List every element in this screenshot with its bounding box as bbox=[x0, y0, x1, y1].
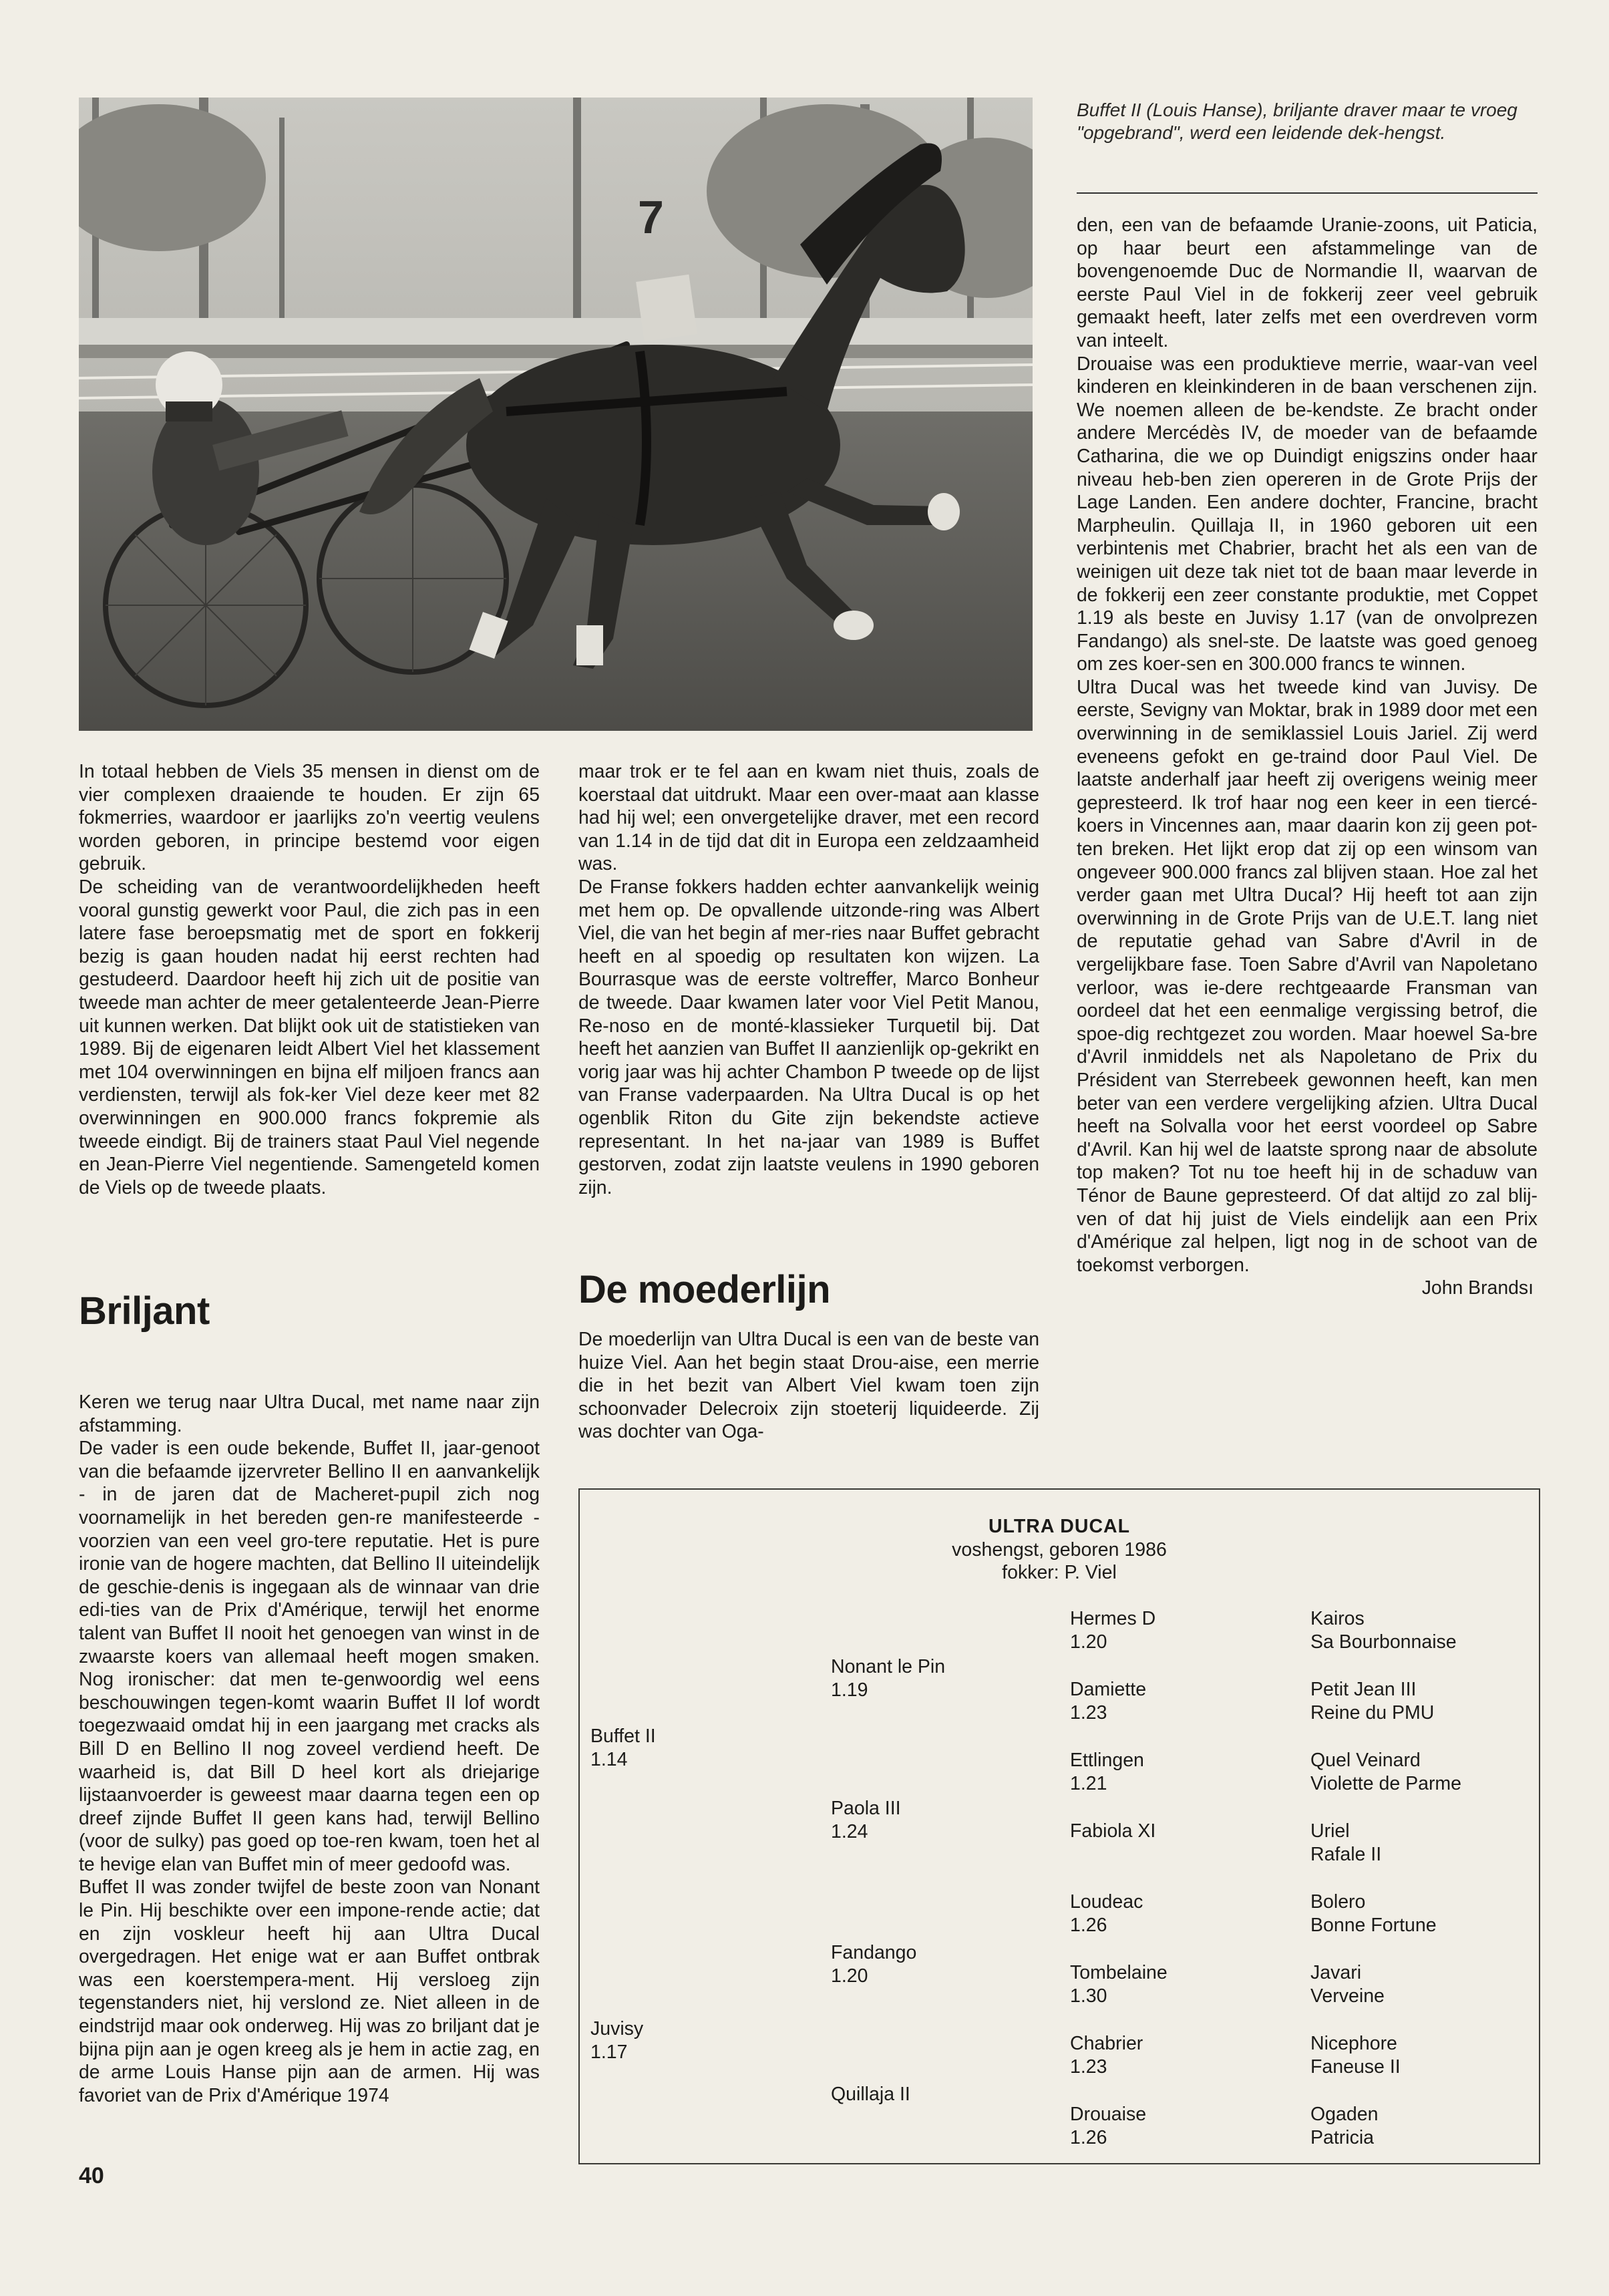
pedigree-grandparent bbox=[831, 2083, 910, 2106]
photo-caption: Buffet II (Louis Hanse), briljante draver maar te vroeg "opgebrand", werd een leidende dek-hengst. bbox=[1077, 100, 1517, 143]
page-number: 40 bbox=[79, 2163, 104, 2188]
grandparent-name: Nonant le Pin bbox=[831, 1656, 946, 1677]
pedigree-great-grandparent bbox=[1070, 1749, 1144, 1795]
horse-photo bbox=[79, 98, 1033, 731]
ancestor-name: Faneuse II bbox=[1310, 2056, 1401, 2078]
grandparent-name: Fandango bbox=[831, 1942, 917, 1963]
dam-name: Juvisy bbox=[590, 2018, 644, 2039]
ancestor-name: Fabiola XI bbox=[1070, 1820, 1156, 1842]
pedigree-sire bbox=[590, 1725, 656, 1771]
pedigree-grandparent bbox=[831, 1655, 945, 1701]
ancestor-name: Chabrier bbox=[1070, 2033, 1143, 2054]
ancestor-name: Hermes D bbox=[1070, 1608, 1156, 1629]
ancestor-name: Ogaden bbox=[1310, 2104, 1379, 2125]
saddle-number: 7 bbox=[638, 191, 664, 243]
article-column-1-bottom bbox=[79, 1391, 540, 2107]
ancestor-name: Patricia bbox=[1310, 2126, 1375, 2148]
paragraph: De Franse fokkers hadden echter aanvankelijk weinig met hem op. De opvallende uitzonde-ring was Albert Viel, die van het begin af mer-ries naar Buffet gebracht heeft en al spoedig op resultaten kon wijzen. La Bourrasque was de eerste voltreffer, Marco Bonheur de tweede. Daar kwamen later voor Viel Petit Manou, Re-noso en de monté-klassieker Turquetil bij. Dat heeft het aanzien van Buffet II aanzienlijk op-gekrikt en vorig jaar was hij achter Chambon P tweede op de lijst van Franse vaderpaarden. Na Ultra Ducal is op het ogenblik Riton du Gite zijn bekendste actieve representant. In het na-jaar van 1989 is Buffet gestorven, zodat zijn laatste veulens in 1990 geboren zijn. bbox=[578, 876, 1039, 1198]
pedigree-great-grandparent bbox=[1070, 1678, 1146, 1724]
paragraph: Buffet II was zonder twijfel de beste zoon van Nonant le Pin. Hij beschikte over een impone-rende actie; dat en zijn voskleur heeft hij aan Ultra Ducal overgedragen. Het enige wat er aan Buffet ontbrak was een koerstempera-ment. Hij versloeg zijn tegenstanders niet, hij verslond ze. Niet alleen in de eindstrijd maar ook onderweg. Hij was zo briljant dat je bijna pijn aan je ogen kreeg als je hem in actie zag, en de arme Louis Hanse pijn aan de armen. Hij was favoriet van de Prix d'Amérique 1974 bbox=[79, 1876, 540, 2106]
sire-name: Buffet II bbox=[590, 1726, 656, 1747]
pedigree-4th-generation bbox=[1310, 2103, 1378, 2149]
grandparent-name: Quillaja II bbox=[831, 2084, 910, 2105]
breeder: fokker: P. Viel bbox=[1002, 1562, 1117, 1583]
ancestor-name: Tombelaine bbox=[1070, 1962, 1168, 1983]
pedigree-grandparent bbox=[831, 1941, 916, 1987]
grandparent-record: 1.24 bbox=[831, 1820, 868, 1842]
sire-record: 1.14 bbox=[590, 1748, 628, 1770]
ancestor-record: 1.20 bbox=[1070, 1631, 1107, 1653]
ancestor-record: 1.26 bbox=[1070, 2126, 1107, 2148]
ancestor-name: Ettlingen bbox=[1070, 1750, 1144, 1771]
horse-sulky-illustration bbox=[79, 98, 1033, 731]
article-column-2-bottom bbox=[578, 1328, 1039, 1444]
article-column-2-top bbox=[578, 760, 1039, 1199]
ancestor-name: Bonne Fortune bbox=[1310, 1914, 1437, 1936]
pedigree-header bbox=[580, 1515, 1539, 1585]
paragraph: maar trok er te fel aan en kwam niet thuis, zoals de koerstaal dat uitdrukt. Maar een over-maat aan klasse had hij wel; een onvergetelijke draver, met een record van 1.14 in de tijd dat dit in Europa een zeldzaamheid was. bbox=[578, 761, 1039, 875]
pedigree-4th-generation bbox=[1310, 1749, 1461, 1795]
pedigree-table bbox=[578, 1488, 1540, 2164]
ancestor-name: Rafale II bbox=[1310, 1843, 1382, 1865]
article-column-1-top bbox=[79, 760, 540, 1199]
article-column-3 bbox=[1077, 214, 1538, 1300]
pedigree-4th-generation bbox=[1310, 1607, 1457, 1653]
ancestor-name: Javari bbox=[1310, 1962, 1362, 1983]
section-heading-briljant: Briljant bbox=[79, 1289, 210, 1333]
ancestor-name: Kairos bbox=[1310, 1608, 1365, 1629]
horse-description: voshengst, geboren 1986 bbox=[952, 1538, 1167, 1561]
author-signature: John Brandsı bbox=[1421, 1277, 1534, 1299]
pedigree-grandparent bbox=[831, 1797, 901, 1843]
pedigree-4th-generation bbox=[1310, 2032, 1401, 2078]
section-heading-moederlijn: De moederlijn bbox=[578, 1268, 831, 1311]
pedigree-great-grandparent bbox=[1070, 2032, 1143, 2078]
pedigree-4th-generation bbox=[1310, 1891, 1437, 1937]
paragraph: De moederlijn van Ultra Ducal is een van de beste van huize Viel. Aan het begin staat Drou-aise, een merrie die in het bezit van Albert Viel kwam toen zijn schoonvader Delecroix zijn stoeterij liquideerde. Zij was dochter van Oga- bbox=[578, 1329, 1039, 1443]
ancestor-record: 1.26 bbox=[1070, 1914, 1107, 1936]
ancestor-name: Bolero bbox=[1310, 1891, 1366, 1913]
caption-divider bbox=[1077, 192, 1538, 194]
pedigree-4th-generation bbox=[1310, 1678, 1434, 1724]
paragraph: Keren we terug naar Ultra Ducal, met name naar zijn afstamming. bbox=[79, 1391, 540, 1436]
dam-record: 1.17 bbox=[590, 2041, 628, 2063]
grandparent-record: 1.19 bbox=[831, 1679, 868, 1701]
ancestor-name: Uriel bbox=[1310, 1820, 1350, 1842]
ancestor-name: Loudeac bbox=[1070, 1891, 1143, 1913]
grandparent-record: 1.20 bbox=[831, 1965, 868, 1987]
ancestor-name: Violette de Parme bbox=[1310, 1772, 1462, 1794]
ancestor-name: Drouaise bbox=[1070, 2104, 1147, 2125]
paragraph: Ultra Ducal was het tweede kind van Juvisy. De eerste, Sevigny van Moktar, brak in 1989 door met een overwinning in de semiklassiel Louis Jariel. Zij werd eveneens gefokt en ge-traind door Paul Viel. De laatste anderhalf jaar heeft zij overigens weinig meer gepresteerd. Ik trof haar nog een keer in een tiercé-koers in Vincennes aan, maar daarin kon zij geen pot-ten breken. Het lijkt erop dat zij op een winsom van ongeveer 900.000 francs zal blijven staan. Hoe zal het verder gaan met Ultra Ducal? Hij heeft tot aan zijn overwinning in de Grote Prijs van de U.E.T. lang niet de reputatie gehad van Sabre d'Avril in de vergelijkbare fase. Toen Sabre d'Avril van Napoletano verloor, was ie-dere rechtgeaarde Fransman van oordeel dat het een eenmalige vergissing betrof, die spoe-dig rechtgezet zou worden. Maar hoewel Sa-bre d'Avril inmiddels net als Napoletano de Prix du Président van Sterrebeek gewonnen heeft, kan men beter van een verdere vergelijking afzien. Ultra Ducal heeft na Solvalla voor het eerst voordeel op Sabre d'Avril. Kan hij wel de laatste sprong naar de absolute top maken? Tot nu toe heeft hij in de schaduw van Ténor de Baune gepresteerd. Of dat altijd zo zal blij-ven of dat hij juist de Viels eindelijk aan een Prix d'Amérique zal helpen, ligt nog in de schoot van de toekomst verborgen. bbox=[1077, 676, 1538, 1276]
pedigree-great-grandparent bbox=[1070, 1961, 1168, 2007]
ancestor-name: Petit Jean III bbox=[1310, 1679, 1417, 1700]
grandparent-name: Paola III bbox=[831, 1798, 901, 1819]
pedigree-great-grandparent bbox=[1070, 1820, 1155, 1843]
paragraph: Drouaise was een produktieve merrie, waar-van veel kinderen en kleinkinderen in de baan verschenen zijn. We noemen alleen de be-kendste. Ze bracht onder andere Mercédès IV, de moeder van de befaamde Catharina, die we op Duindigt enigszins onder haar niveau heb-ben zien opereren in de Grote Prijs der Lage Landen. Een andere dochter, Francine, bracht Marpheulin. Quillaja II, in 1960 geboren uit een verbintenis met Chabrier, bracht het als een van de weinigen uit deze tak niet tot de baan maar leverde in de fokkerij een zeer constante produktie, met Coppet 1.19 als beste en Juvisy 1.17 (van de onvolprezen Fandango) als snel-ste. De laatste was goed genoeg om zes koer-sen en 300.000 francs te winnen. bbox=[1077, 353, 1538, 675]
pedigree-great-grandparent bbox=[1070, 1891, 1143, 1937]
paragraph: den, een van de befaamde Uranie-zoons, uit Paticia, op haar beurt een afstammelinge van de bovengenoemde Duc de Normandie II, waarvan de eerste Paul Viel in de fokkerij zeer veel gebruik gemaakt heeft, later zelfs met een overdreven vorm van inteelt. bbox=[1077, 214, 1538, 351]
ancestor-name: Sa Bourbonnaise bbox=[1310, 1631, 1457, 1653]
ancestor-name: Verveine bbox=[1310, 1985, 1385, 2007]
ancestor-name: Reine du PMU bbox=[1310, 1701, 1435, 1724]
paragraph: De scheiding van de verantwoordelijkheden heeft vooral gunstig gewerkt voor Paul, die zich pas in een latere fase beroepsmatig met de sport en fokkerij bezig is gaan houden nadat hij eerst rechten had gestudeerd. Daardoor heeft hij zich uit de positie van tweede man achter de meer getalenteerde Jean-Pierre uit kunnen werken. Dat blijkt ook uit de statistieken van 1989. Bij de eigenaren leidt Albert Viel het klassement met 104 overwinningen en bijna elf miljoen francs aan verdiensten, terwijl als fok-ker Viel deze keer met 82 overwinningen en 900.000 francs fokpremie als tweede eindigt. Bij de trainers staat Paul Viel negende en Jean-Pierre Viel negentiende. Samengeteld komen de Viels op de tweede plaats. bbox=[79, 876, 540, 1198]
paragraph: In totaal hebben de Viels 35 mensen in dienst om de vier complexen draaiende te houden. Er zijn 65 fokmerries, waardoor er jaarlijks zo'n veertig veulens worden geboren, in principe bestemd voor eigen gebruik. bbox=[79, 761, 540, 875]
ancestor-name: Damiette bbox=[1070, 1679, 1147, 1700]
ancestor-record: 1.30 bbox=[1070, 1985, 1107, 2007]
ancestor-name: Quel Veinard bbox=[1310, 1750, 1421, 1771]
ancestor-record: 1.23 bbox=[1070, 2056, 1107, 2078]
ancestor-record: 1.23 bbox=[1070, 1701, 1107, 1724]
pedigree-dam bbox=[590, 2017, 643, 2064]
pedigree-4th-generation bbox=[1310, 1820, 1381, 1866]
pedigree-great-grandparent bbox=[1070, 2103, 1146, 2149]
horse-name: ULTRA DUCAL bbox=[988, 1516, 1131, 1537]
ancestor-record: 1.21 bbox=[1070, 1772, 1107, 1794]
paragraph: De vader is een oude bekende, Buffet II, jaar-genoot van die befaamde ijzervreter Bellino II en aanvankelijk - in de jaren dat de Macheret-pupil zich nog voornamelijk in het bereden gen-re manifesteerde - voorzien van een veel gro-tere reputatie. Het is pure ironie van de hogere machten, dat Bellino II uiteindelijk de geschie-denis is ingegaan als de winnaar van drie edi-ties van de Prix d'Amérique, terwijl het enorme talent van Buffet II nooit het genoegen van winst in de zwaarste koers van allemaal heeft mogen smaken. Nog ironischer: dat men te-genwoordig wel eens beschouwingen tegen-komt waarin Buffet II lof wordt toegezwaaid omdat hij in een jaargang met cracks als Bill D en Bellino II nog zoveel verdiend heeft. De waarheid is, dat Bill D heel kort als driejarige lijstaanvoerder is geweest maar daarna tegen een op dreef zijnde Buffet II geen kans had, terwijl Bellino (voor de sulky) pas goed op toe-ren kwam, toen het al te hevige elan van Buffet min of meer gedoofd was. bbox=[79, 1438, 540, 1875]
ancestor-name: Nicephore bbox=[1310, 2033, 1397, 2054]
pedigree-4th-generation bbox=[1310, 1961, 1385, 2007]
pedigree-great-grandparent bbox=[1070, 1607, 1155, 1653]
